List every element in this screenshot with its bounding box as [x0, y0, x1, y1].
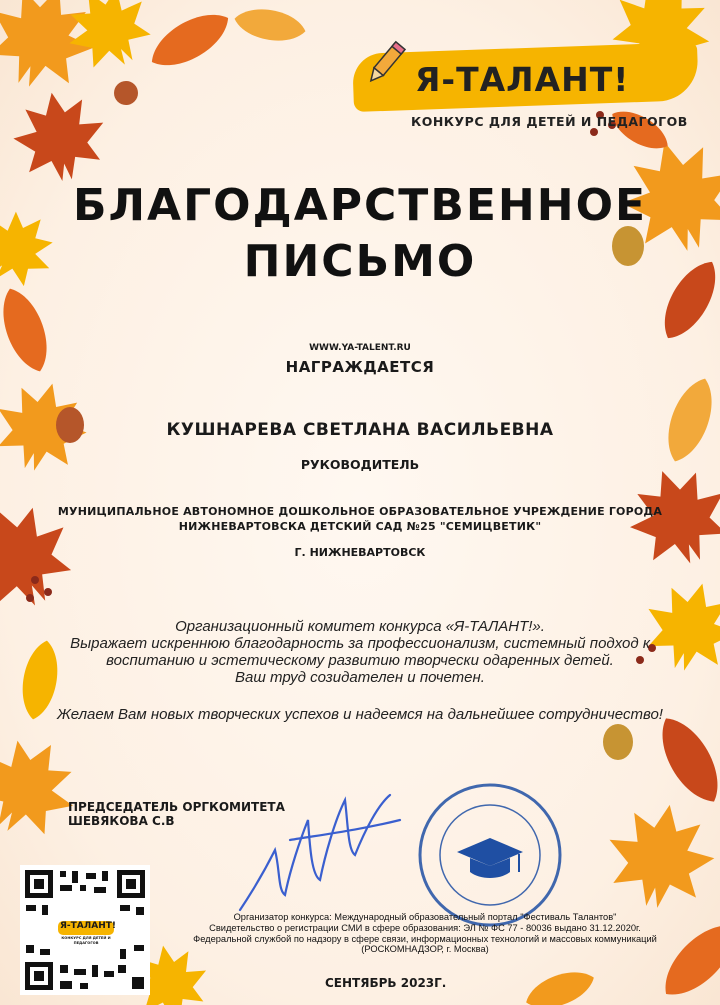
recipient-position: РУКОВОДИТЕЛЬ — [300, 457, 420, 472]
leaf-right-4 — [649, 709, 720, 812]
logo-title: Я-ТАЛАНТ! — [415, 60, 630, 99]
organizer-line-3: Федеральной службой по надзору в сфере связи, информационных технологий и массовых коммуникаций — [193, 933, 657, 944]
leaf-top-left-4 — [7, 85, 112, 188]
chairman-name: ШЕВЯКОВА С.В — [68, 814, 175, 828]
pencil-icon — [359, 38, 411, 90]
website-link[interactable]: WWW.YA-TALENT.RU — [309, 343, 411, 353]
heading-line-2: ПИСЬМО — [243, 236, 477, 287]
qr-code[interactable] — [20, 865, 150, 995]
message-line-1: Организационный комитет конкурса «Я-ТАЛАНТ!». — [175, 618, 545, 635]
recipient-name: КУШНАРЕВА СВЕТЛАНА ВАСИЛЬЕВНА — [166, 420, 554, 440]
logo-subtitle: КОНКУРС ДЛЯ ДЕТЕЙ И ПЕДАГОГОВ — [411, 114, 688, 129]
qr-logo-title: Я-ТАЛАНТ! — [60, 921, 116, 931]
message-wish: Желаем Вам новых творческих успехов и надеемся на дальнейшее сотрудничество! — [57, 706, 663, 723]
message-line-4: Ваш труд созидателен и почетен. — [235, 669, 485, 686]
recipient-city: Г. НИЖНЕВАРТОВСК — [294, 546, 426, 559]
leaf-bottom-2 — [521, 964, 599, 1005]
stamp-text — [415, 780, 565, 930]
chairman-title: ПРЕДСЕДАТЕЛЬ ОРГКОМИТЕТА — [68, 800, 285, 814]
leaf-top-left-5 — [232, 4, 308, 46]
message-line-3: воспитанию и эстетическому развитию творчески одаренных детей. — [106, 652, 614, 669]
leaf-top-left-3 — [143, 2, 237, 77]
organizer-info — [180, 912, 670, 955]
heading-line-1: БЛАГОДАРСТВЕННОЕ — [72, 180, 648, 231]
message-line-2: Выражает искреннюю благодарность за профессионализм, системный подход к — [70, 635, 650, 652]
recipient-organization-line-2: НИЖНЕВАРТОВСКА ДЕТСКИЙ САД №25 "СЕМИЦВЕТИК" — [178, 520, 542, 533]
leaf-right-5 — [599, 796, 720, 917]
qr-logo-subtitle: КОНКУРС ДЛЯ ДЕТЕЙ И ПЕДАГОГОВ — [61, 936, 111, 945]
ya-talant-logo — [345, 34, 700, 129]
organizer-line-4: (РОСКОМНАДЗОР, г. Москва) — [361, 944, 489, 955]
leaf-left-5 — [0, 720, 94, 853]
organizer-line-2: Свидетельство о регистрации СМИ в сфере образования: ЭЛ № ФС 77 - 80036 выдано 31.12.2020г. — [209, 922, 641, 933]
acorn-top-left — [114, 81, 138, 105]
issue-date: СЕНТЯБРЬ 2023Г. — [325, 976, 447, 990]
organizer-line-1: Организатор конкурса: Международный образовательный портал "Фестиваль Талантов" — [233, 912, 617, 922]
recipient-organization-line-1: МУНИЦИПАЛЬНОЕ АВТОНОМНОЕ ДОШКОЛЬНОЕ ОБРАЗОВАТЕЛЬНОЕ УЧРЕЖДЕНИЕ ГОРОДА — [57, 505, 663, 518]
signature-image — [230, 780, 410, 920]
awarded-label: НАГРАЖДАЕТСЯ — [285, 358, 435, 376]
acorn-right — [603, 724, 633, 760]
